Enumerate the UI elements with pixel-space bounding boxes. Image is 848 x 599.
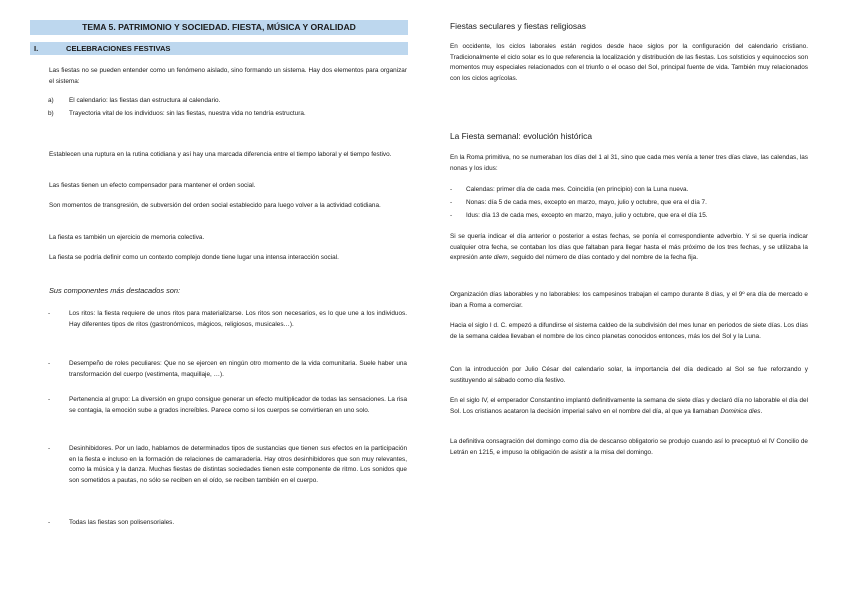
list-marker: b) bbox=[48, 110, 54, 117]
paragraph: Las fiestas tienen un efecto compensador para mantener el orden social. bbox=[49, 182, 256, 189]
section-number: I. bbox=[34, 44, 39, 53]
list-text: Calendas: primer día de cada mes. Coincidía (en principio) con la Luna nueva. bbox=[466, 186, 689, 193]
list-item bbox=[450, 211, 808, 222]
paragraph-text: En el siglo IV, el emperador Constantino implantó definitivamente la semana de siete días y declaró día no laborable el día del Sol. Los cristianos acataron la decisión imperial salvo en el nombre del día, al que ya llamaban bbox=[450, 397, 808, 415]
latin-term: ante diem bbox=[479, 254, 508, 262]
section-label: CELEBRACIONES FESTIVAS bbox=[66, 44, 171, 53]
components-heading: Sus componentes más destacados son: bbox=[49, 286, 181, 295]
paragraph: Con la introducción por Julio César del calendario solar, la importancia del día dedicado al Sol se fue reforzando y sustituyendo al sábado como día festivo. bbox=[450, 366, 808, 384]
paragraph-text: , seguido del número de días contado y del nombre de la fecha fija. bbox=[507, 254, 698, 262]
paragraph bbox=[450, 396, 808, 417]
section-heading bbox=[30, 42, 408, 55]
list-text: Desinhibidores. Por un lado, hablamos de determinados tipos de sustancias que tienen sus efectos en la participación en la fiesta e incluso en la formación de relaciones de camaradería. Hay otros desinhibidores que son muy relevantes, como la música y la danza. Muchas fiestas de distintas sociedades tienen este componente de ritmo. Los sonidos que son sometidos a pautas, no sólo se reciben en el oído, se reciben también en el cuerpo. bbox=[69, 445, 407, 484]
paragraph: Hacia el siglo I d. C. empezó a difundirse el sistema caldeo de la subdivisión del mes lunar en periodos de siete días. Los días de la semana caldea llevaban el nombre de los cinco planetas conocidos entonces, más los del Sol y la Luna. bbox=[450, 322, 808, 340]
paragraph: La definitiva consagración del domingo como día de descanso obligatorio se produjo cuando así lo preceptuó el IV Concilio de Letrán en 1215, e impuso la obligación de asistir a la misa del domingo. bbox=[450, 438, 808, 456]
paragraph: Organización días laborables y no laborables: los campesinos trabajan el campo durante 8 días, y el 9º era día de mercado e iban a Roma a comerciar. bbox=[450, 291, 808, 309]
list-text: Todas las fiestas son polisensoriales. bbox=[69, 519, 175, 526]
paragraph: Son momentos de transgresión, de subversión del orden social establecido para luego volver a la actividad cotidiana. bbox=[49, 202, 381, 209]
list-item bbox=[48, 96, 407, 107]
list-marker: - bbox=[48, 360, 51, 367]
list-item bbox=[48, 444, 407, 486]
list-item bbox=[450, 185, 808, 196]
list-item bbox=[48, 518, 407, 529]
paragraph-text: . bbox=[760, 407, 763, 415]
list-marker: - bbox=[450, 199, 453, 206]
subsection-heading: La Fiesta semanal: evolución histórica bbox=[450, 131, 592, 141]
list-marker: a) bbox=[48, 97, 54, 104]
intro-paragraph: Las fiestas no se pueden entender como un fenómeno aislado, sino formando un sistema. Hay dos elementos para organizar el sistema: bbox=[49, 67, 407, 85]
list-text: Trayectoria vital de los individuos: sin las fiestas, nuestra vida no tendría estructura. bbox=[69, 110, 306, 117]
list-text: Desempeño de roles peculiares: Que no se ejercen en ningún otro momento de la vida comunitaria. Suele haber una transformación del cuerpo (vestimenta, maquillaje, …). bbox=[69, 360, 407, 378]
paragraph: La fiesta es también un ejercicio de memoria colectiva. bbox=[49, 234, 205, 241]
list-item bbox=[48, 395, 407, 416]
list-marker: - bbox=[48, 396, 51, 403]
list-text: Nonas: día 5 de cada mes, excepto en marzo, mayo, julio y octubre, que era el día 7. bbox=[466, 199, 707, 206]
list-text: Idus: día 13 de cada mes, excepto en marzo, mayo, julio y octubre, que era el día 15. bbox=[466, 212, 708, 219]
list-item bbox=[48, 109, 407, 120]
paragraph: La fiesta se podría definir como un contexto complejo donde tiene lugar una intensa interacción social. bbox=[49, 254, 339, 261]
list-marker: - bbox=[450, 212, 453, 219]
list-marker: - bbox=[48, 519, 51, 526]
paragraph: En la Roma primitiva, no se numeraban los días del 1 al 31, sino que cada mes venía a tener tres días clave, las calendas, las nonas y los idus: bbox=[450, 154, 808, 172]
paragraph bbox=[450, 232, 808, 264]
list-item bbox=[48, 359, 407, 380]
list-text: Los ritos: la fiesta requiere de unos ritos para materializarse. Los ritos son necesarios, es lo que une a los individuos. Hay diferentes tipos de ritos (gastronómicos, mágicos, religiosos, musicales…). bbox=[69, 310, 407, 328]
paragraph: Establecen una ruptura en la rutina cotidiana y así hay una marcada diferencia entre el tiempo laboral y el tiempo festivo. bbox=[49, 151, 392, 158]
list-marker: - bbox=[48, 445, 51, 452]
list-item bbox=[48, 309, 407, 330]
list-marker: - bbox=[450, 186, 453, 193]
list-item bbox=[450, 198, 808, 209]
list-text: El calendario: las fiestas dan estructura al calendario. bbox=[69, 97, 221, 104]
list-text: Pertenencia al grupo: La diversión en grupo consigue generar un efecto multiplicador de todas las sensaciones. La risa se contagia, la emoción sube a grados increíbles. Parece como si los cuerpos se convirtieran en uno solo. bbox=[69, 396, 407, 414]
list-marker: - bbox=[48, 310, 51, 317]
page-title: TEMA 5. PATRIMONIO Y SOCIEDAD. FIESTA, MÚSICA Y ORALIDAD bbox=[30, 20, 408, 35]
subsection-heading: Fiestas seculares y fiestas religiosas bbox=[450, 21, 586, 31]
paragraph: En occidente, los ciclos laborales están regidos desde hace siglos por la configuración del calendario cristiano. Tradicionalmente el ciclo solar es lo que referencia la localización y distribución de las fiestas. Los solsticios y equinoccios son momentos muy especiales relacionados con el triunfo o el ocaso del Sol, principal fuente de vida. También muy relacionados con los ciclos agrícolas. bbox=[450, 43, 808, 82]
latin-term: Dominica dies bbox=[720, 407, 761, 415]
paragraph-text: Si se quería indicar el día anterior o posterior a estas fechas, se ponía el correspondiente adverbio. Y si se quería indicar cualquier otra fecha, se contaban los días que faltaban para llegar hasta el más próximo de los tres fechas, y se utilizaba la expresión bbox=[450, 233, 808, 262]
